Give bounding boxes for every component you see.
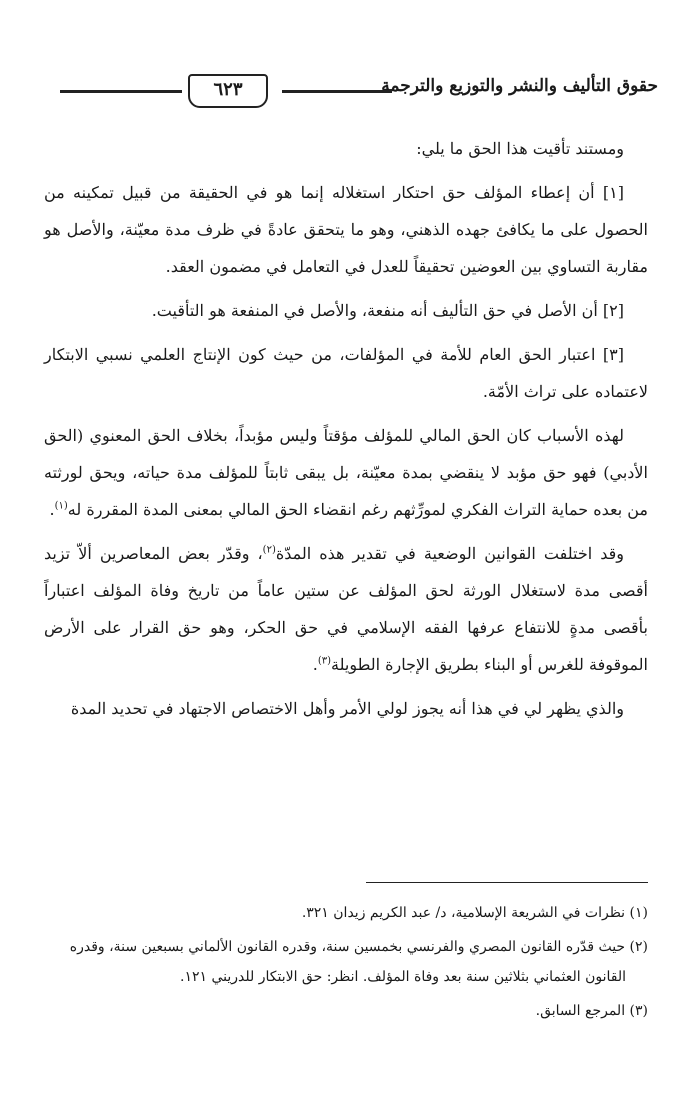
paragraph-text-a: وقد اختلفت القوانين الوضعية في تقدير هذه المدّة [275, 544, 624, 563]
running-title: حقوق التأليف والنشر والتوزيع والترجمة [381, 76, 658, 96]
footnote-2-text: (٢) حيث قدّره القانون المصري والفرنسي بخمسين سنة، وقدره القانون الألماني بسبعين سنة، وقدره [69, 939, 648, 955]
page-header [40, 72, 658, 112]
footnote-ref-3[interactable]: (٣) [317, 655, 332, 667]
footnote-3: (٣) المرجع السابق. [535, 1003, 648, 1019]
reason-3: [٣] اعتبار الحق العام للأمة في المؤلفات، من حيث كون الإنتاج العلمي نسبي الابتكار لاعتماده على تراث الأمّة. [44, 345, 648, 401]
footnote-1: (١) نظرات في الشريعة الإسلامية، د/ عبد الكريم زيدان ٣٢١. [301, 905, 648, 921]
intro-line: ومستند تأقيت هذا الحق ما يلي: [416, 139, 624, 158]
header-rule-left [60, 90, 182, 93]
paragraph-text: لهذه الأسباب كان الحق المالي للمؤلف مؤقتاً وليس مؤبداً، بخلاف الحق المعنوي (الحق الأدبي) فهو حق مؤبد لا ينقضي بمدة معيّنة، بل يبقى ثابتاً للمؤلف مدة حياته، ويحق لورثته من بعده حماية التراث الفكري لمورِّثهم رغم انقضاء الحق المالي بمعنى المدة المقررة له [44, 426, 649, 519]
paragraph-moral-right [44, 417, 648, 528]
footnotes [44, 898, 648, 1030]
paragraph-text-b: ، وقدّر بعض المعاصرين ألاّ تزيد أقصى مدة لاستغلال الورثة لحق المؤلف عن ستين عاماً من تاريخ وفاة المؤلف اعتباراً بأقصى مدةٍ للانتفاع عرفها الفقه الإسلامي في حق الحكر، وهو حق القرار على الأرض الموقوفة للغرس أو البناء بطريق الإجارة الطويلة [44, 544, 648, 674]
footnote-2 [44, 932, 648, 992]
main-text [44, 130, 648, 734]
page-number: ٦٢٣ [188, 74, 268, 108]
footnote-separator [366, 882, 648, 883]
footnote-ref-1[interactable]: (١) [54, 500, 68, 512]
paragraph-opinion: والذي يظهر لي في هذا أنه يجوز لولي الأمر وأهل الاختصاص الاجتهاد في تحديد المدة [70, 699, 624, 718]
footnote-ref-2[interactable]: (٢) [262, 544, 276, 556]
footnote-2-continuation: القانون العثماني بثلاثين سنة بعد وفاة المؤلف. انظر: حق الابتكار للدريني ١٢١. [180, 969, 626, 985]
reason-1: [١] أن إعطاء المؤلف حق احتكار استغلاله إنما هو في الحقيقة من قبيل تمكينه من الحصول على ما يكافئ جهده الذهني، وهو ما يتحقق عادةً في ظرف مدة معيّنة، والأصل هو مقاربة التساوي بين العوضين تحقيقاً للعدل في التعامل في مضمون العقد. [44, 183, 648, 276]
paragraph-end: . [312, 655, 318, 674]
paragraph-duration [44, 535, 648, 683]
paragraph-end: . [49, 500, 55, 519]
reason-2: [٢] أن الأصل في حق التأليف أنه منفعة، والأصل في المنفعة هو التأقيت. [151, 301, 624, 320]
header-rule-right [282, 90, 392, 93]
